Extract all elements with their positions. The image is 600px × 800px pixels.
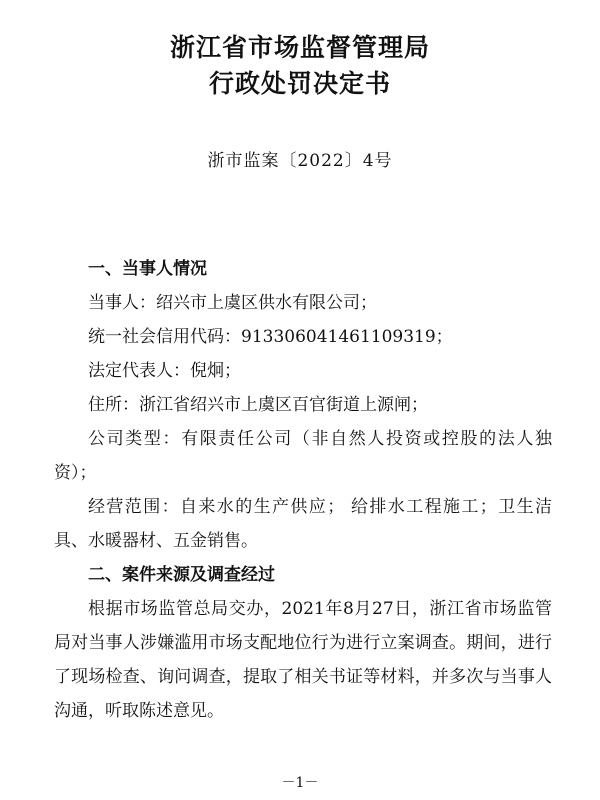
document-title <box>0 30 600 102</box>
document-body <box>54 252 552 728</box>
legal-representative: 法定代表人：倪炯； <box>88 361 241 381</box>
title-line-agency: 浙江省市场监督管理局 <box>169 33 430 62</box>
case-source-paragraph: 根据市场监管总局交办，2021年8月27日，浙江省市场监管局对当事人涉嫌滥用市场支配地位行为进行立案调查。期间，进行了现场检查、询问调查，提取了相关书证等材料，并多次与当事人沟通，听取陈述意见。 <box>54 599 552 721</box>
section-heading-party-info: 一、当事人情况 <box>88 259 207 279</box>
party-name: 当事人：绍兴市上虞区供水有限公司； <box>88 293 377 313</box>
page-number: －1－ <box>281 775 319 791</box>
address: 住所：浙江省绍兴市上虞区百官街道上源闸； <box>88 395 428 415</box>
section-heading-case-source: 二、案件来源及调查经过 <box>88 565 275 585</box>
title-line-doc-type: 行政处罚决定书 <box>208 69 391 98</box>
company-type: 公司类型：有限责任公司（非自然人投资或控股的法人独资）； <box>54 429 552 483</box>
document-number: 浙市监案〔2022〕4号 <box>207 151 393 171</box>
credit-code: 统一社会信用代码：913306041461109319； <box>88 327 453 347</box>
business-scope: 经营范围：自来水的生产供应； 给排水工程施工；卫生洁具、水暖器材、五金销售。 <box>54 497 552 551</box>
